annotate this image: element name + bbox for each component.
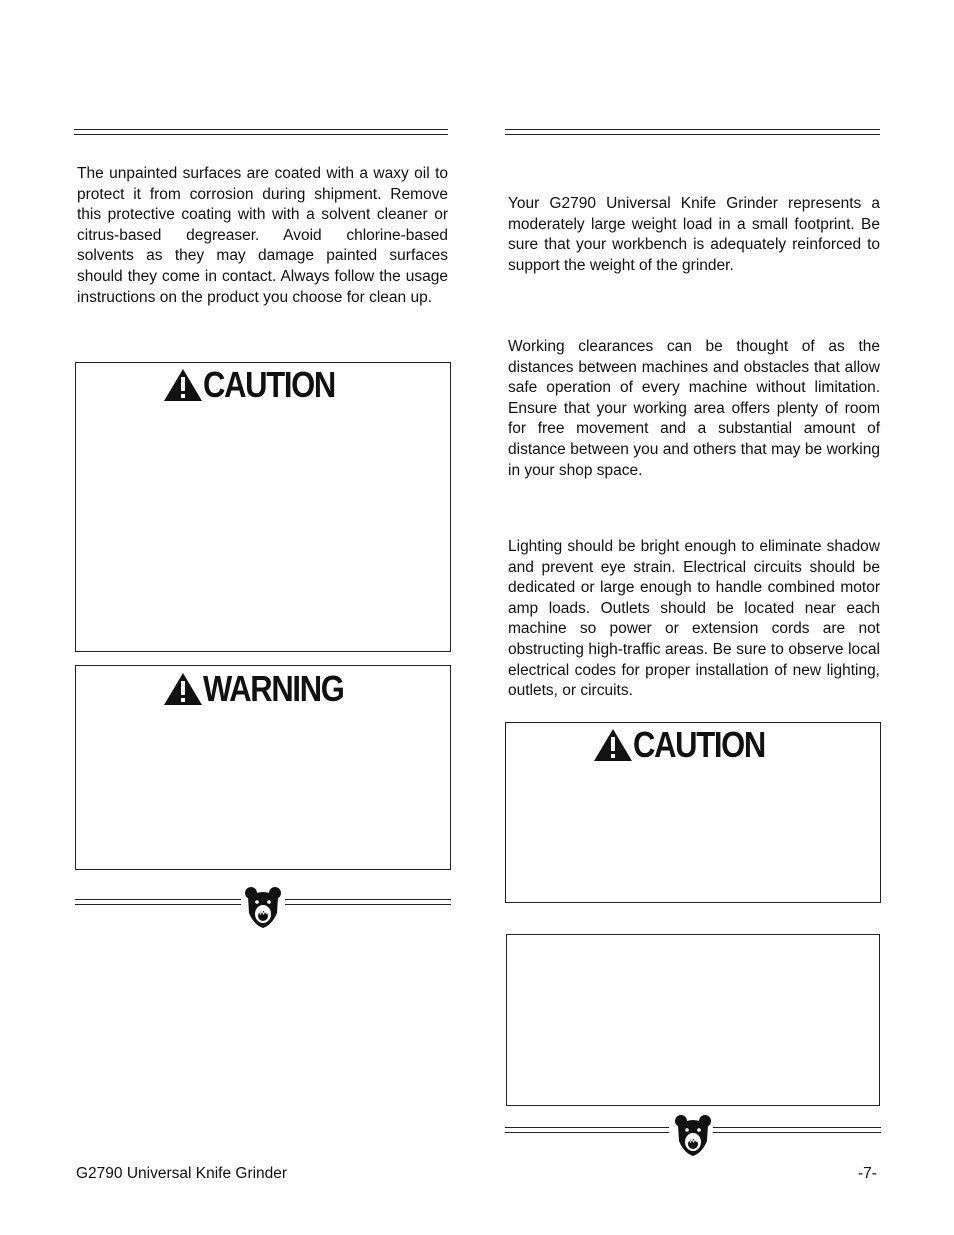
section-end-divider-right [505,1113,881,1157]
caution-label: CAUTION [203,364,336,405]
footer-manual-title: G2790 Universal Knife Grinder [76,1165,288,1182]
warning-box-left [75,665,451,870]
footer-page-number: -7- [858,1165,877,1182]
warning-triangle-icon [593,728,633,762]
divider-line [713,1127,881,1133]
divider-line [285,899,451,905]
weight-load-paragraph: Your G2790 Universal Knife Grinder represents a moderately large weight load in a small footprint. Be sure that your workbench is adequately reinforced to support the weight of the grinder. [508,195,880,274]
caution-sign-right [593,724,787,765]
divider-line [75,899,241,905]
clean-up-paragraph: The unpainted surfaces are coated with a waxy oil to protect it from corrosion during shipment. Remove this protective coating with with a solvent cleaner or citrus-based degreaser. Avoid chlorine-based solvents as they may damage painted surfaces should they come in contact. Always follow the usage instructions on the product you choose for clean up. [77,165,448,306]
lighting-outlets-paragraph: Lighting should be bright enough to eliminate shadow and prevent eye strain. Electrical circuits should be dedicated or large enough to handle combined motor amp loads. Outlets should be located near each machine so power or extension cords are not obstructing high-traffic areas. Be sure to observe local electrical codes for proper installation of new lighting, outlets, or circuits. [508,538,880,700]
warning-triangle-icon [163,368,203,402]
warning-sign-left [163,668,367,709]
blank-figure-box-right [506,934,880,1106]
working-clearances-paragraph: Working clearances can be thought of as the distances between machines and obstacles that allow safe operation of every machine without limitation. Ensure that your working area offers plenty of room for free movement and a substantial amount of distance between you and others that may be working in your shop space. [508,338,880,479]
caution-label: CAUTION [633,724,766,765]
section-end-divider-left [75,885,451,929]
bear-logo-icon [244,885,282,929]
warning-triangle-icon [163,672,203,706]
caution-box-right [505,722,881,903]
warning-label: WARNING [203,668,344,709]
right-section-header-rule [505,129,880,135]
caution-box-left [75,362,451,652]
divider-line [505,1127,669,1133]
left-section-header-rule [74,129,448,135]
bear-logo-icon [674,1113,712,1157]
caution-sign-left [163,364,357,405]
